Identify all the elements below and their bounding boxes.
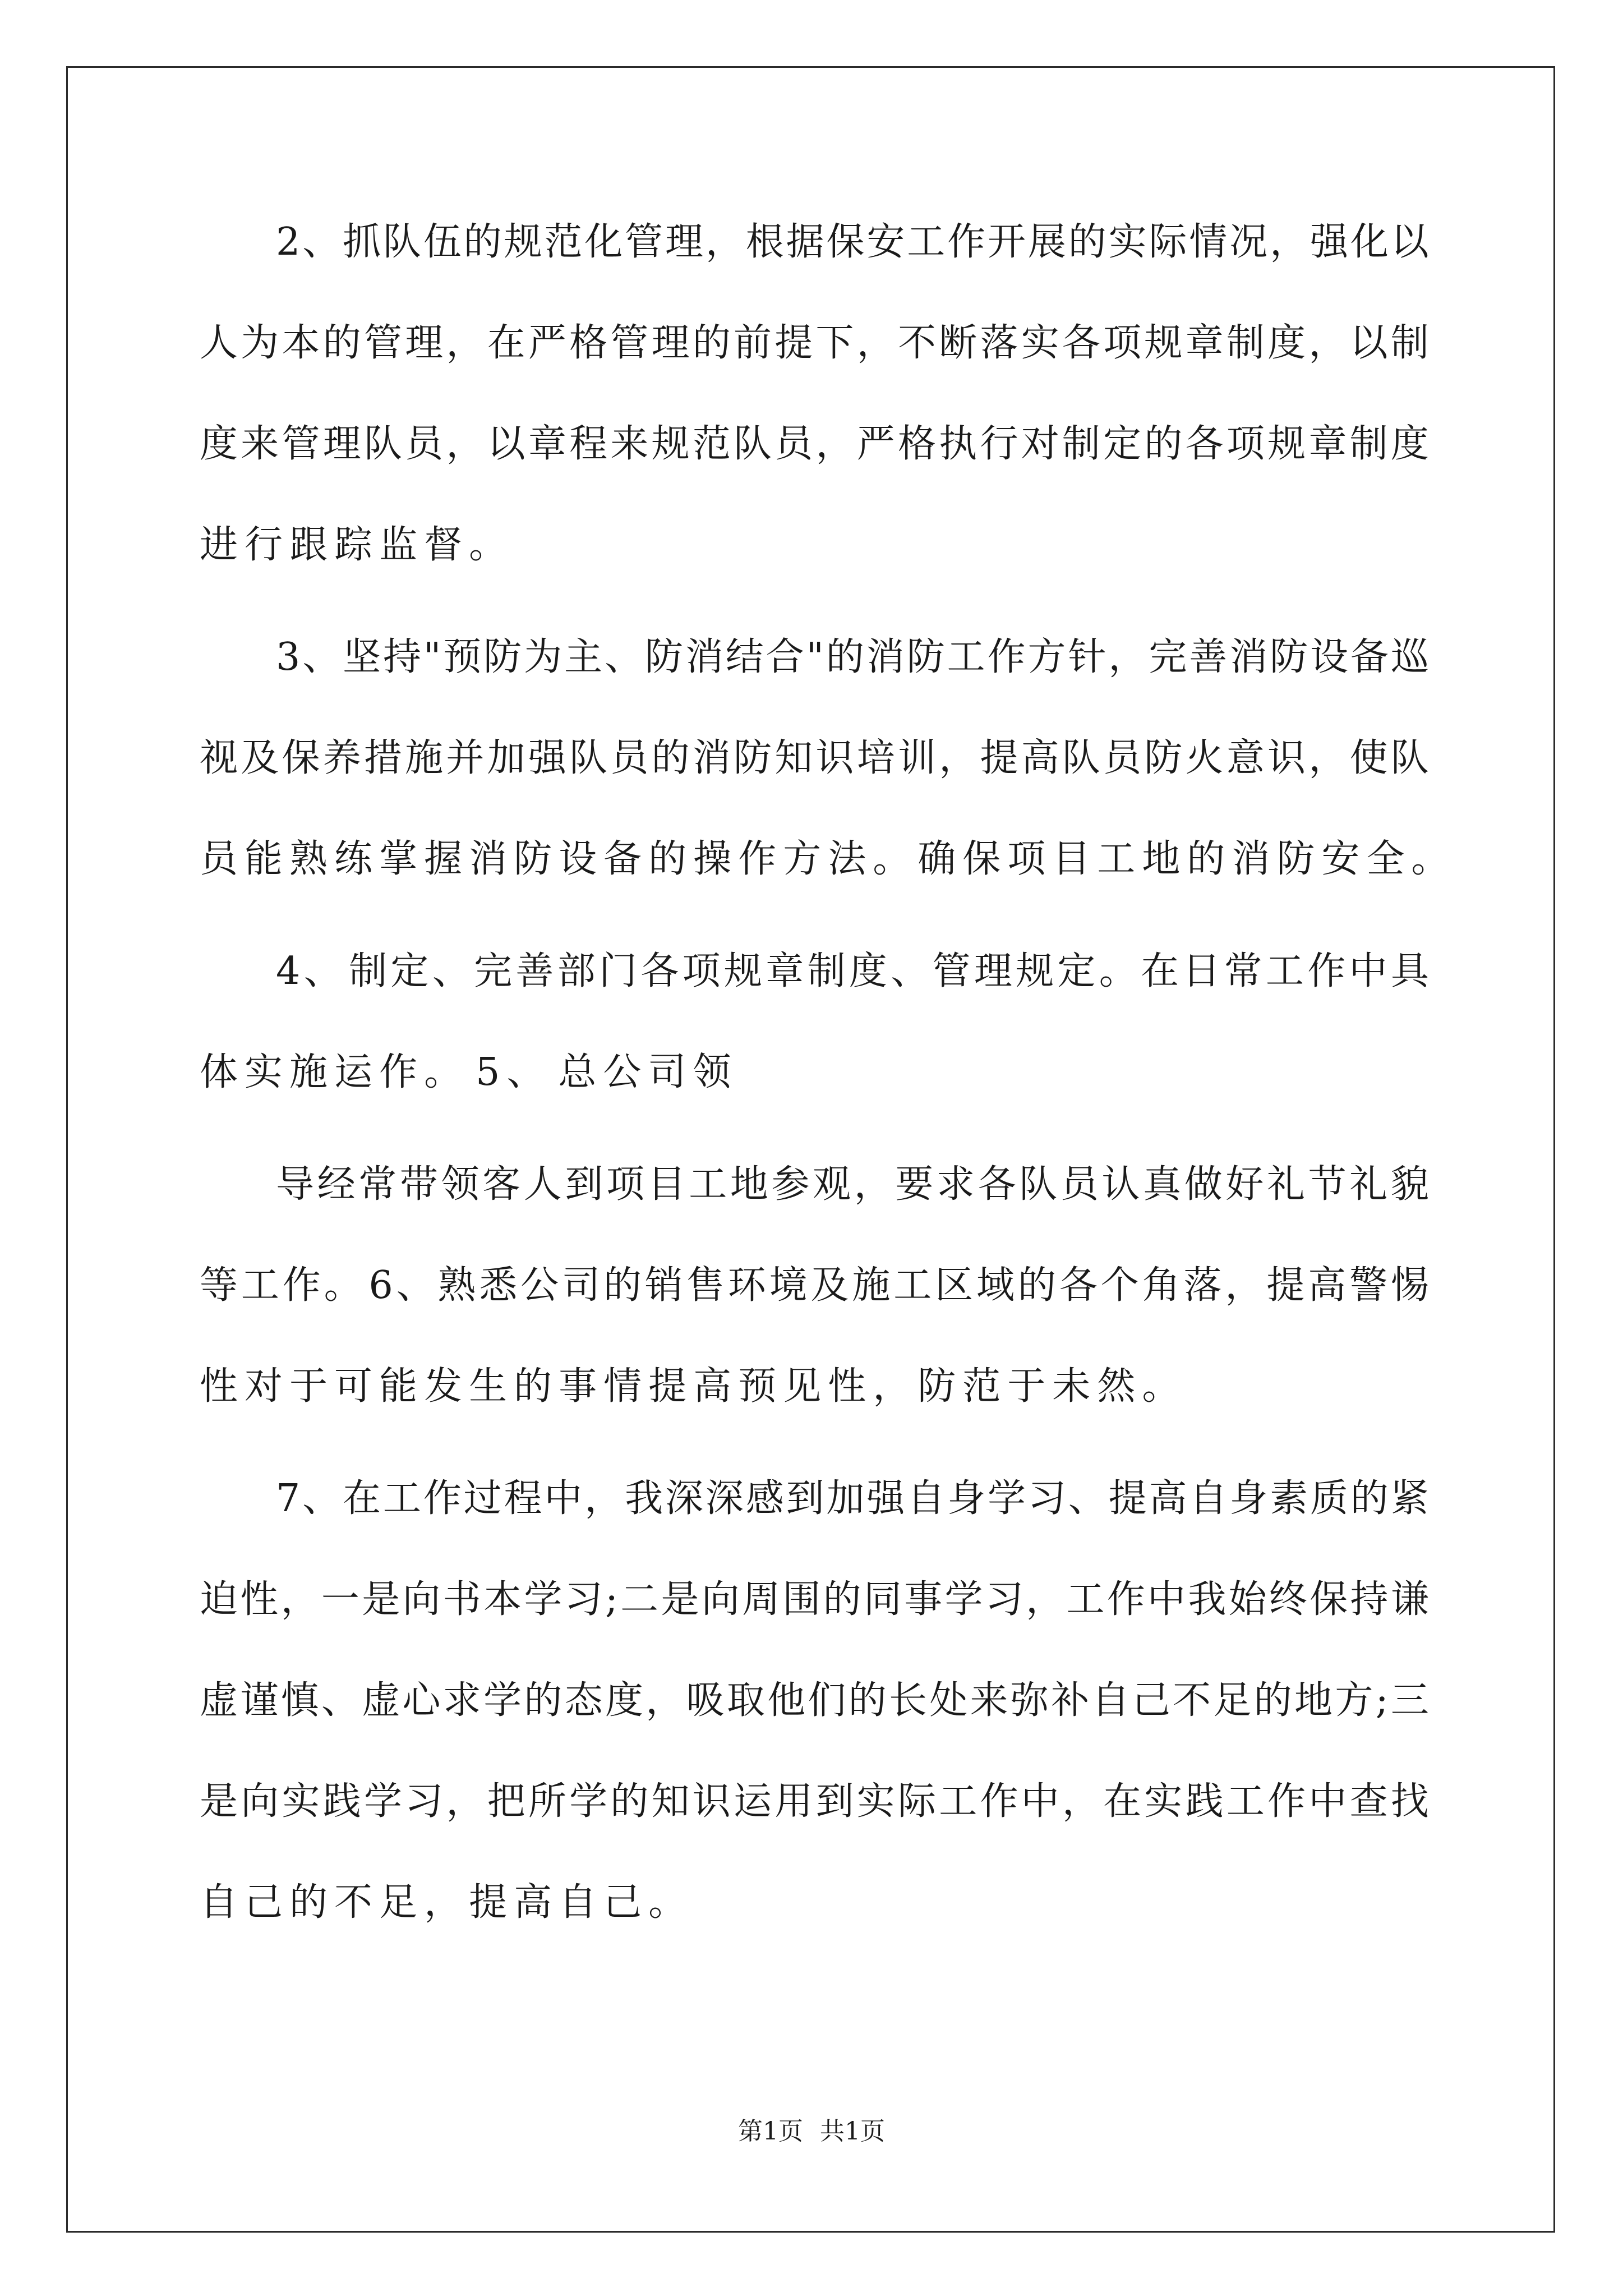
page-total: 共1页	[820, 2117, 885, 2146]
text-line: 导 经 常 带 领 客 人 到 项 目 工 地 参 观 ， 要 求 各 队 员 认 真 做 好 礼 节 礼 貌	[276, 1162, 1429, 1207]
text-line: 是 向 实 践 学 习 ， 把 所 学 的 知 识 运 用 到 实 际 工 作 中 ， 在 实 践 工 作 中 查 找	[200, 1779, 1429, 1824]
page-number: 第1页	[738, 2117, 803, 2146]
text-line: 3 、 坚 持 " 预 防 为 主 、 防 消 结 合 " 的 消 防 工 作 方 针 ， 完 善 消 防 设 备 巡	[276, 635, 1429, 679]
text-line: 虚 谨 慎 、 虚 心 求 学 的 态 度 ， 吸 取 他 们 的 长 处 来 弥 补 自 己 不 足 的 地 方 ; 三	[200, 1678, 1429, 1723]
text-line: 4 、 制 定 、 完 善 部 门 各 项 规 章 制 度 、 管 理 规 定 。 在 日 常 工 作 中 具	[276, 949, 1429, 993]
text-line: 进 行 跟 踪 监 督 。	[200, 523, 508, 567]
text-line: 体 实 施 运 作 。 5 、 总 公 司 领	[200, 1050, 731, 1094]
text-line: 2 、 抓 队 伍 的 规 范 化 管 理 ， 根 据 保 安 工 作 开 展 的 实 际 情 况 ， 强 化 以	[276, 220, 1429, 264]
text-line: 迫 性 ， 一 是 向 书 本 学 习 ; 二 是 向 周 围 的 同 事 学 习 ， 工 作 中 我 始 终 保 持 谦	[200, 1577, 1429, 1622]
page-footer	[0, 2115, 1623, 2148]
text-line: 自 己 的 不 足 ， 提 高 自 己 。	[200, 1880, 687, 1925]
text-line: 视 及 保 养 措 施 并 加 强 队 员 的 消 防 知 识 培 训 ， 提 高 队 员 防 火 意 识 ， 使 队	[200, 736, 1429, 780]
text-line: 员 能 熟 练 掌 握 消 防 设 备 的 操 作 方 法 。 确 保 项 目 工 地 的 消 防 安 全 。	[200, 837, 1450, 881]
text-line: 7 、 在 工 作 过 程 中 ， 我 深 深 感 到 加 强 自 身 学 习 、 提 高 自 身 素 质 的 紧	[276, 1476, 1429, 1521]
text-line: 度 来 管 理 队 员 ， 以 章 程 来 规 范 队 员 ， 严 格 执 行 对 制 定 的 各 项 规 章 制 度	[200, 422, 1429, 466]
text-line: 等 工 作 。 6 、 熟 悉 公 司 的 销 售 环 境 及 施 工 区 域 的 各 个 角 落 ， 提 高 警 惕	[200, 1263, 1429, 1308]
text-line: 人 为 本 的 管 理 ， 在 严 格 管 理 的 前 提 下 ， 不 断 落 实 各 项 规 章 制 度 ， 以 制	[200, 321, 1429, 365]
text-line: 性 对 于 可 能 发 生 的 事 情 提 高 预 见 性 ， 防 范 于 未 然 。	[200, 1364, 1181, 1409]
